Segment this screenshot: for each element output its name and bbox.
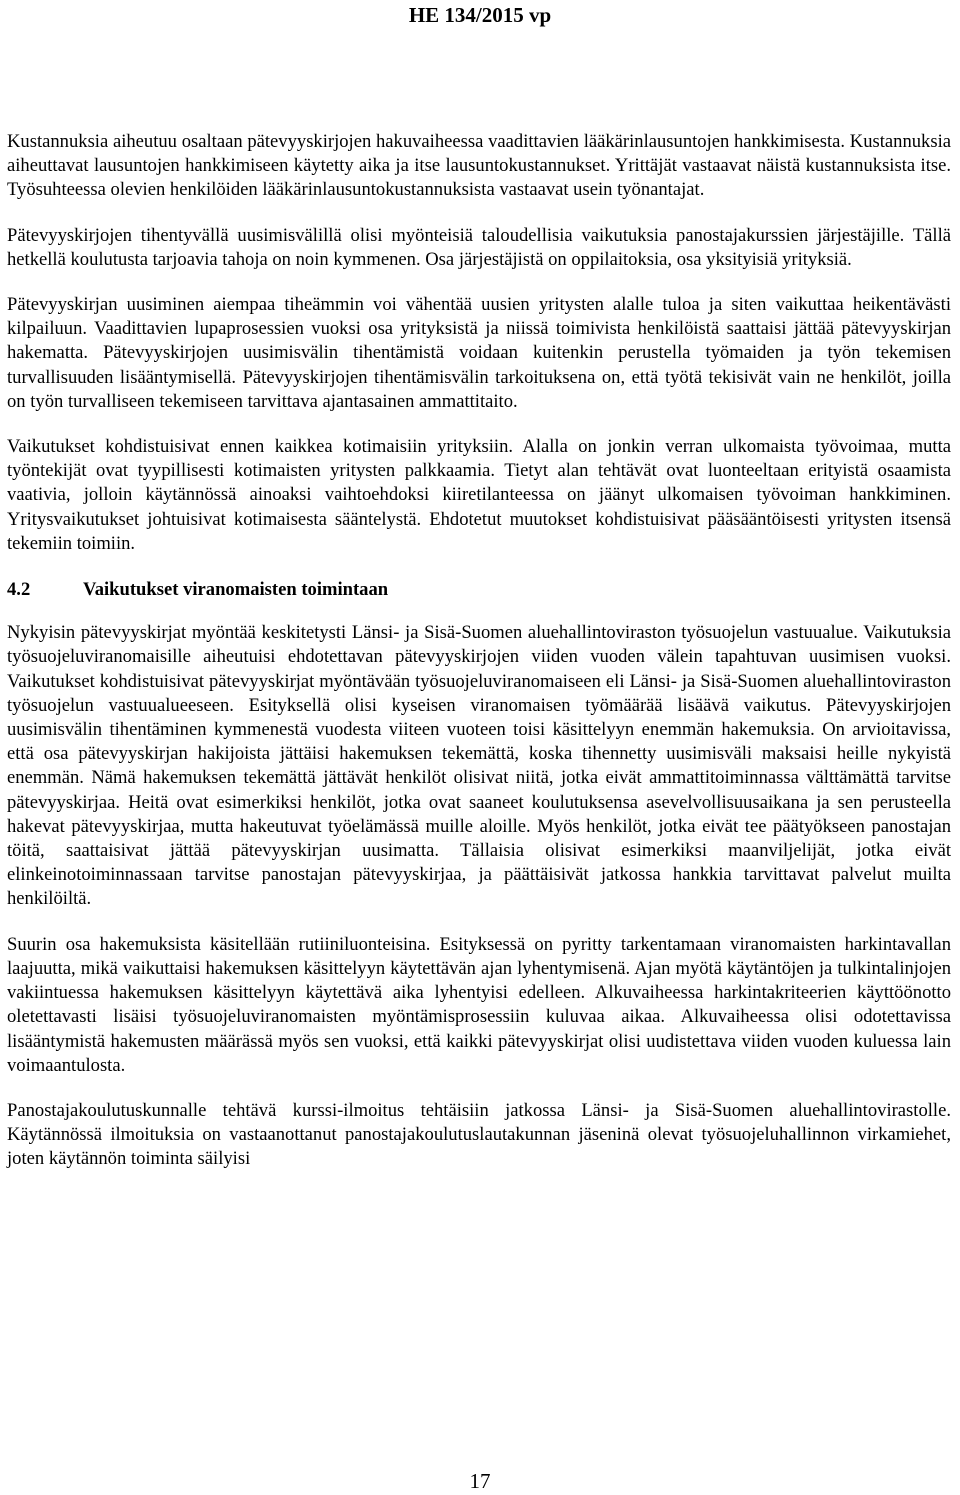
page-number: 17 [469,1469,491,1493]
document-body [7,130,951,1193]
paragraph: Pätevyyskirjojen tihentyvällä uusimisvälillä olisi myönteisiä taloudellisia vaikutuksia panostajakurssien järjestäjille. Tällä hetkellä koulutusta tarjoavia tahoja on noin kymmenen. Osa järjestäjistä on oppilaitoksia, osa yksityisiä yrityksiä. [7,224,951,270]
paragraph: Vaikutukset kohdistuisivat ennen kaikkea kotimaisiin yrityksiin. Alalla on jonkin verran ulkomaista työvoimaa, mutta työntekijät ovat tyypillisesti kotimaisten yritysten palkkaamia. Tietyt alan tehtävät ovat luonteeltaan erityistä osaamista vaativia, jolloin käytännössä ainoaksi vaihtoehdoksi kiiretilanteessa on jäänyt ulkomaisen työvoiman hankkiminen. Yritysvaikutukset johtuisivat kotimaisesta sääntelystä. Ehdotetut muutokset kohdistuisivat pääsääntöisesti yritysten itsensä tekemiin toimiin. [7,436,951,554]
paragraph: Suurin osa hakemuksista käsitellään rutiiniluonteisina. Esityksessä on pyritty tarkentamaan viranomaisten harkintavallan laajuutta, mikä vaikuttaisi hakemuksen käsittelyyn käytettävän ajan lyhentymisenä. Ajan myötä käytäntöjen ja tulkintalinjojen vakiintuessa hakemuksen käsittelyyn käytettävä aika lyhentyisi edelleen. Alkuvaiheessa harkintakriteerien käyttöönotto oletettavasti lisäisi työsuojeluviranomaisten myöntämisprosessiin kuluvaa aikaa. Alkuvaiheessa olisi odotettavissa lisääntymistä hakemusten määrässä myös sen vuoksi, että kaikki pätevyyskirjat olisi uudistettava viiden vuoden kuluessa lain voimaantulosta. [7,933,951,1076]
section-number: 4.2 [7,579,31,601]
paragraph: Nykyisin pätevyyskirjat myöntää keskitetysti Länsi- ja Sisä-Suomen aluehallintoviraston työsuojelun vastuualue. Vaikutuksia työsuojeluviranomaisille aiheutuisi ehdotettavan pätevyyskirjojen viiden vuoden välein tapahtuvan uusimisen vuoksi. Vaikutukset kohdistuisivat pätevyyskirjat myöntävään työsuojeluviranomaiseen eli Länsi- ja Sisä-Suomen aluehallintoviraston työsuojelun vastuualueeseen. Esityksellä olisi kyseisen viranomaisen työmäärää lisäävä vaikutus. Pätevyyskirjojen uusimisvälin tihentäminen kymmenestä vuodesta viiteen vuoteen toisi käsittelyyn enemmän hakemuksia. On arvioitavissa, että osa pätevyyskirjan hakijoista jättäisi hakemuksen tekemättä, koska tihennetty uusimisväli maksaisi heille nykyistä enemmän. Nämä hakemuksen tekemättä jättävät henkilöt olisivat niitä, jotka eivät ammattitoiminnassa välttämättä tarvitse pätevyyskirjaa. Heitä ovat esimerkiksi henkilöt, jotka ovat saaneet koulutuksensa asevelvollisuusaikana ja sen perusteella hakevat pätevyyskirjaa, mutta hakeutuvat työelämässä muille aloille. Myös henkilöt, jotka eivät tee päätyökseen panostajan töitä, saattaisivat jättää pätevyyskirjan uusimatta. Tällaisia olisivat esimerkiksi maanviljelijät, jotka eivät elinkeinotoiminnassaan tarvitse panostajan pätevyyskirjaa, ja päättäisivät jatkossa hankkia tarvittavat palvelut muilta henkilöiltä. [7,622,951,910]
paragraph: Panostajakoulutuskunnalle tehtävä kurssi-ilmoitus tehtäisiin jatkossa Länsi- ja Sisä-Suomen aluehallintovirastolle. Käytännössä ilmoituksia on vastaanottanut panostajakoulutuslautakunnan jäseninä olevat työsuojeluhallinnon virkamiehet, joten käytännön toiminta säilyisi [7,1099,951,1170]
section-title: Vaikutukset viranomaisten toimintaan [83,579,389,601]
paragraph: Kustannuksia aiheutuu osaltaan pätevyyskirjojen hakuvaiheessa vaadittavien lääkärinlausuntojen hankkimisesta. Kustannuksia aiheuttavat lausuntojen hankkimiseen käytetty aika ja itse lausuntokustannukset. Yrittäjät vastaavat näistä kustannuksista itse. Työsuhteessa olevien henkilöiden lääkärinlausuntokustannuksista vastaavat usein työnantajat. [7,131,951,201]
section-heading [7,578,951,602]
paragraph: Pätevyyskirjan uusiminen aiempaa tiheämmin voi vähentää uusien yritysten alalle tuloa ja siten vaikuttaa heikentävästi kilpailuun. Vaadittavien lupaprosessien vuoksi osa yrityksistä ja niissä toimivista henkilöistä saattaisi jättää pätevyyskirjan hakematta. Pätevyyskirjojen uusimisvälin tihentämistä voidaan kuitenkin perustella työmaiden ja työn tekemisen turvallisuuden lisääntymisellä. Pätevyyskirjojen tihentämisvälin tarkoituksena on, että työtä tekisivät vain ne henkilöt, joilla on työn turvalliseen tekemiseen tarvittava ajantasainen ammattitaito. [7,294,951,412]
document-header: HE 134/2015 vp [408,3,552,27]
